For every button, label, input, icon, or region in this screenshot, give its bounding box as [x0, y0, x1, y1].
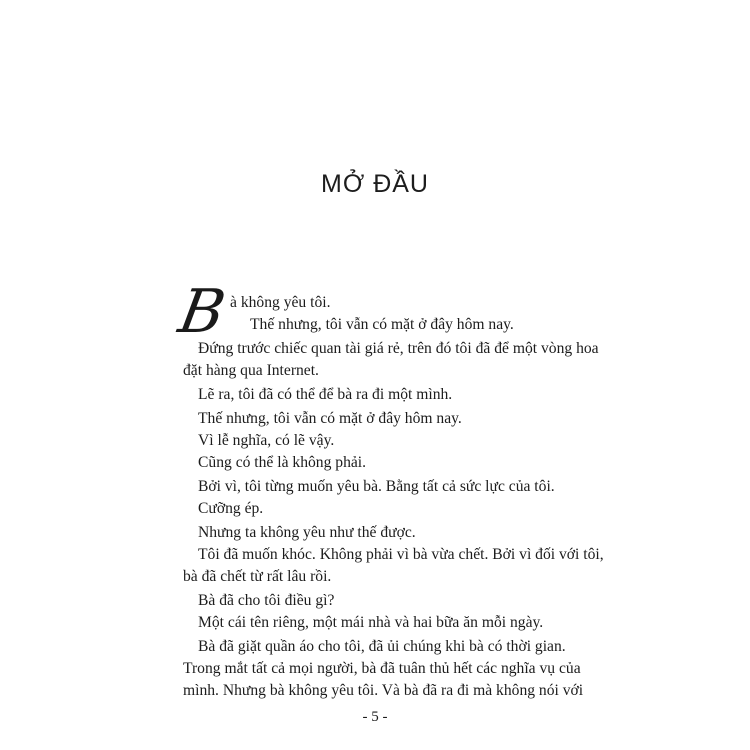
paragraph-line: Vì lễ nghĩa, có lẽ vậy. — [198, 432, 335, 449]
paragraph-line: Đứng trước chiếc quan tài giá rẻ, trên đó tôi đã để một vòng hoa — [198, 340, 599, 357]
page-number: - 5 - — [362, 709, 388, 725]
paragraph-line: Bà đã cho tôi điều gì? — [198, 592, 335, 609]
paragraph-line: Bà đã giặt quần áo cho tôi, đã ủi chúng khi bà có thời gian. — [198, 638, 566, 655]
drop-cap-letter: B — [173, 277, 231, 347]
paragraph-line: bà đã chết từ rất lâu rồi. — [183, 568, 332, 585]
paragraph-line: Thế nhưng, tôi vẫn có mặt ở đây hôm nay. — [250, 316, 514, 333]
paragraph-line: Lẽ ra, tôi đã có thể để bà ra đi một mình. — [198, 386, 453, 403]
paragraph-line: à không yêu tôi. — [230, 294, 331, 311]
paragraph-line: đặt hàng qua Internet. — [183, 362, 319, 379]
chapter-title: MỞ ĐẦU — [321, 170, 429, 198]
paragraph-line: Thế nhưng, tôi vẫn có mặt ở đây hôm nay. — [198, 410, 462, 427]
paragraph-line: Bởi vì, tôi từng muốn yêu bà. Bằng tất cả sức lực của tôi. — [198, 478, 555, 495]
paragraph-line: mình. Nhưng bà không yêu tôi. Và bà đã ra đi mà không nói với — [183, 682, 584, 699]
paragraph-line: Một cái tên riêng, một mái nhà và hai bữa ăn mỗi ngày. — [198, 614, 544, 631]
paragraph-line: Nhưng ta không yêu như thế được. — [198, 524, 416, 541]
paragraph-line: Tôi đã muốn khóc. Không phải vì bà vừa chết. Bởi vì đối với tôi, — [198, 546, 604, 563]
paragraph-line: Trong mắt tất cả mọi người, bà đã tuân thủ hết các nghĩa vụ của — [183, 660, 581, 677]
paragraph-line: Cũng có thể là không phải. — [198, 454, 367, 471]
paragraph-line: Cưỡng ép. — [198, 500, 264, 517]
